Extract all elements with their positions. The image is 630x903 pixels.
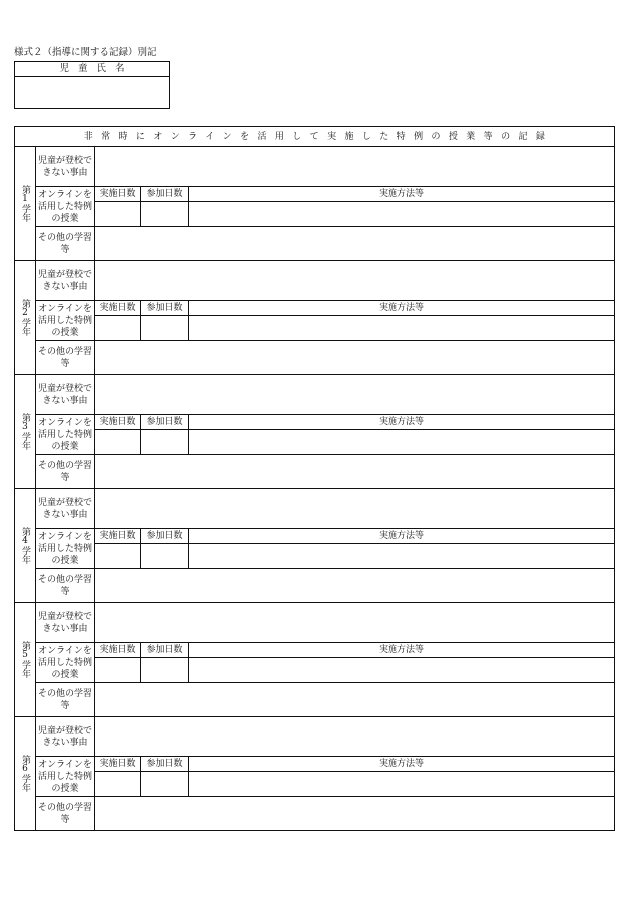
reason-field[interactable] xyxy=(95,261,615,301)
days-attended-field[interactable] xyxy=(141,202,189,227)
days-held-field[interactable] xyxy=(95,658,141,683)
year-label: 第2学年 xyxy=(15,261,36,375)
year-row-reason xyxy=(15,375,615,415)
reason-field[interactable] xyxy=(95,717,615,757)
days-held-header: 実施日数 xyxy=(95,643,141,658)
days-held-header: 実施日数 xyxy=(95,757,141,772)
method-header: 実施方法等 xyxy=(189,643,615,658)
reason-field[interactable] xyxy=(95,603,615,643)
reason-label: 児童が登校できない事由 xyxy=(36,261,95,301)
reason-field[interactable] xyxy=(95,375,615,415)
year-row-online-values xyxy=(15,430,615,455)
days-attended-field[interactable] xyxy=(141,658,189,683)
year-row-online-header xyxy=(15,187,615,202)
days-held-header: 実施日数 xyxy=(95,187,141,202)
year-row-other xyxy=(15,227,615,261)
online-lesson-label: オンラインを活用した特例の授業 xyxy=(36,415,95,455)
year-label: 第3学年 xyxy=(15,375,36,489)
method-header: 実施方法等 xyxy=(189,187,615,202)
year-row-reason xyxy=(15,147,615,187)
year-row-online-values xyxy=(15,202,615,227)
other-learning-label: その他の学習等 xyxy=(36,569,95,603)
year-row-online-header xyxy=(15,529,615,544)
method-header: 実施方法等 xyxy=(189,301,615,316)
days-held-field[interactable] xyxy=(95,316,141,341)
year-row-online-values xyxy=(15,316,615,341)
days-attended-header: 参加日数 xyxy=(141,643,189,658)
other-learning-label: その他の学習等 xyxy=(36,455,95,489)
reason-label: 児童が登校できない事由 xyxy=(36,603,95,643)
days-attended-field[interactable] xyxy=(141,544,189,569)
year-row-other xyxy=(15,797,615,831)
days-attended-field[interactable] xyxy=(141,316,189,341)
year-row-other xyxy=(15,683,615,717)
reason-label: 児童が登校できない事由 xyxy=(36,489,95,529)
other-learning-field[interactable] xyxy=(95,683,615,717)
days-attended-header: 参加日数 xyxy=(141,757,189,772)
method-field[interactable] xyxy=(189,658,615,683)
days-held-field[interactable] xyxy=(95,772,141,797)
year-row-online-header xyxy=(15,643,615,658)
method-header: 実施方法等 xyxy=(189,757,615,772)
year-row-online-header xyxy=(15,757,615,772)
method-field[interactable] xyxy=(189,316,615,341)
reason-label: 児童が登校できない事由 xyxy=(36,717,95,757)
student-name-box xyxy=(14,61,170,109)
year-row-reason xyxy=(15,603,615,643)
reason-label: 児童が登校できない事由 xyxy=(36,147,95,187)
method-header: 実施方法等 xyxy=(189,529,615,544)
year-row-online-values xyxy=(15,772,615,797)
days-attended-header: 参加日数 xyxy=(141,187,189,202)
days-attended-field[interactable] xyxy=(141,430,189,455)
other-learning-field[interactable] xyxy=(95,227,615,261)
online-lesson-label: オンラインを活用した特例の授業 xyxy=(36,187,95,227)
year-row-other xyxy=(15,569,615,603)
days-attended-header: 参加日数 xyxy=(141,529,189,544)
online-lesson-label: オンラインを活用した特例の授業 xyxy=(36,529,95,569)
days-held-header: 実施日数 xyxy=(95,301,141,316)
reason-field[interactable] xyxy=(95,489,615,529)
other-learning-field[interactable] xyxy=(95,797,615,831)
student-name-label: 児童氏名 xyxy=(15,62,169,77)
other-learning-field[interactable] xyxy=(95,569,615,603)
other-learning-label: その他の学習等 xyxy=(36,683,95,717)
online-lesson-record-table xyxy=(14,126,615,831)
other-learning-label: その他の学習等 xyxy=(36,797,95,831)
form-title: 様式２（指導に関する記録）別記 xyxy=(14,47,157,58)
year-row-other xyxy=(15,341,615,375)
year-label: 第4学年 xyxy=(15,489,36,603)
method-field[interactable] xyxy=(189,772,615,797)
days-held-field[interactable] xyxy=(95,202,141,227)
days-held-header: 実施日数 xyxy=(95,415,141,430)
year-row-online-values xyxy=(15,658,615,683)
online-lesson-label: オンラインを活用した特例の授業 xyxy=(36,301,95,341)
year-label: 第1学年 xyxy=(15,147,36,261)
method-field[interactable] xyxy=(189,430,615,455)
other-learning-field[interactable] xyxy=(95,341,615,375)
method-field[interactable] xyxy=(189,202,615,227)
year-row-online-values xyxy=(15,544,615,569)
online-lesson-label: オンラインを活用した特例の授業 xyxy=(36,643,95,683)
reason-field[interactable] xyxy=(95,147,615,187)
year-row-reason xyxy=(15,261,615,301)
year-row-reason xyxy=(15,489,615,529)
year-row-reason xyxy=(15,717,615,757)
other-learning-field[interactable] xyxy=(95,455,615,489)
days-attended-field[interactable] xyxy=(141,772,189,797)
reason-label: 児童が登校できない事由 xyxy=(36,375,95,415)
days-attended-header: 参加日数 xyxy=(141,415,189,430)
days-held-field[interactable] xyxy=(95,430,141,455)
method-header: 実施方法等 xyxy=(189,415,615,430)
year-row-online-header xyxy=(15,415,615,430)
year-label: 第5学年 xyxy=(15,603,36,717)
other-learning-label: その他の学習等 xyxy=(36,227,95,261)
other-learning-label: その他の学習等 xyxy=(36,341,95,375)
online-lesson-label: オンラインを活用した特例の授業 xyxy=(36,757,95,797)
days-held-field[interactable] xyxy=(95,544,141,569)
days-held-header: 実施日数 xyxy=(95,529,141,544)
days-attended-header: 参加日数 xyxy=(141,301,189,316)
year-label: 第6学年 xyxy=(15,717,36,831)
year-row-other xyxy=(15,455,615,489)
year-row-online-header xyxy=(15,301,615,316)
method-field[interactable] xyxy=(189,544,615,569)
table-main-header: 非常時にオンラインを活用して実施した特例の授業等の記録 xyxy=(15,127,615,147)
